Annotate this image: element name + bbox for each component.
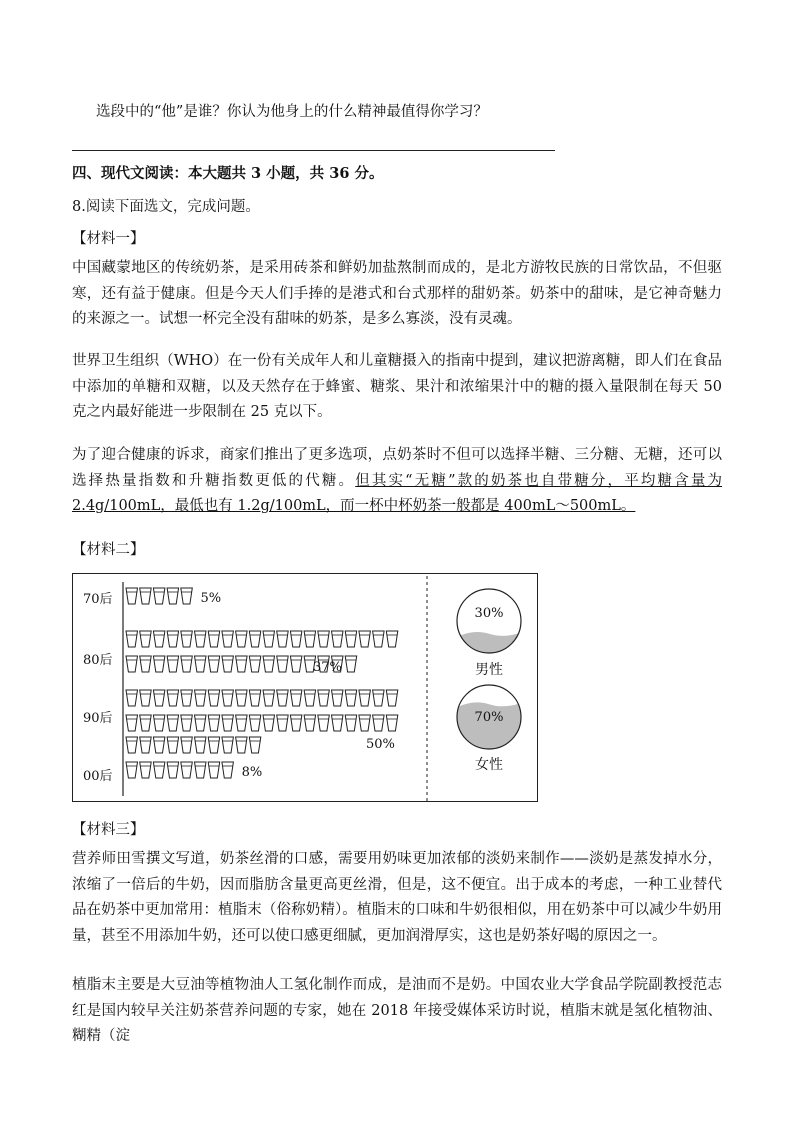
consumer-chart-svg xyxy=(73,574,539,803)
milk-tea-cup-icon xyxy=(345,690,357,706)
milk-tea-cup-icon xyxy=(153,631,165,647)
milk-tea-cup-icon xyxy=(249,737,260,753)
milk-tea-cup-icon xyxy=(181,631,193,647)
age-group-label: 90后 xyxy=(83,711,113,726)
milk-tea-cup-icon xyxy=(290,690,302,706)
gender-percent-label: 70% xyxy=(474,710,504,725)
milk-tea-cup-icon xyxy=(332,631,344,647)
gender-fill-level xyxy=(455,632,523,655)
section-title: 四、现代文阅读：本大题共 3 小题，共 36 分。 xyxy=(72,165,384,182)
milk-tea-cup-icon xyxy=(153,715,165,731)
milk-tea-cup-icon xyxy=(153,588,165,604)
milk-tea-cup-icon xyxy=(181,737,193,753)
milk-tea-cup-icon xyxy=(290,656,302,672)
milk-tea-cup-icon xyxy=(373,715,385,731)
milk-tea-cup-icon xyxy=(208,690,220,706)
gender-percent-label: 30% xyxy=(474,606,504,621)
milk-tea-cup-icon xyxy=(345,656,357,672)
milk-tea-cup-icon xyxy=(263,631,275,647)
gender-chart xyxy=(455,589,523,773)
milk-tea-cup-icon xyxy=(181,588,193,604)
milk-tea-cup-icon xyxy=(153,737,165,753)
milk-tea-cup-icon xyxy=(304,631,316,647)
milk-tea-cup-icon xyxy=(236,690,248,706)
question-8: 8.阅读下面选文，完成问题。 xyxy=(72,199,260,215)
milk-tea-cup-icon xyxy=(181,656,193,672)
milk-tea-cup-icon xyxy=(318,631,330,647)
material3-paragraph-1: 营养师田雪撰文写道，奶茶丝滑的口感，需要用奶味更加浓郁的淡奶来制作——淡奶是蒸发掉水分，浓缩了一倍后的牛奶，因而脂肪含量更高更丝滑，但是，这不便宜。出于成本的考虑，一种工业替代品在奶茶中更加常用：植脂末（俗称奶精）。植脂末的口味和牛奶很相似，用在奶茶中可以减少牛奶用量，甚至不用添加牛奶，还可以使口感更细腻，更加润滑厚实，这也是奶茶好喝的原因之一。 xyxy=(72,851,722,944)
milk-tea-cup-icon xyxy=(373,631,385,647)
milk-tea-cup-icon xyxy=(195,656,207,672)
milk-tea-cup-icon xyxy=(318,690,330,706)
milk-tea-cup-icon xyxy=(236,715,248,731)
milk-tea-cup-icon xyxy=(222,715,234,731)
milk-tea-cup-icon xyxy=(386,690,398,706)
milk-tea-cup-icon xyxy=(222,631,234,647)
gender-label: 男性 xyxy=(475,662,503,678)
milk-tea-cup-icon xyxy=(181,762,193,778)
milk-tea-cup-icon xyxy=(222,762,234,778)
milk-tea-cup-icon xyxy=(195,631,207,647)
milk-tea-cup-icon xyxy=(195,762,207,778)
milk-tea-cup-icon xyxy=(359,715,371,731)
milk-tea-cup-icon xyxy=(277,631,289,647)
milk-tea-cup-icon xyxy=(167,631,179,647)
milk-tea-cup-icon xyxy=(126,588,138,604)
milk-tea-cup-icon xyxy=(304,715,316,731)
material1-paragraph-1: 中国藏蒙地区的传统奶茶，是采用砖茶和鲜奶加盐熬制而成的，是北方游牧民族的日常饮品，不但驱寒，还有益于健康。但是今天人们手捧的是港式和台式那样的甜奶茶。奶茶中的甜味，是它神奇魅力的来源之一。试想一杯完全没有甜味的奶茶，是多么寡淡，没有灵魂。 xyxy=(72,260,722,327)
material1-paragraph-2: 世界卫生组织（WHO）在一份有关成年人和儿童糖摄入的指南中提到，建议把游离糖，即人们在食品中添加的单糖和双糖，以及天然存在于蜂蜜、糖浆、果汁和浓缩果汁中的糖的摄入量限制在每天 50 克之内最好能进一步限制在 25 克以下。 xyxy=(72,353,722,420)
milk-tea-cup-icon xyxy=(153,690,165,706)
milk-tea-cup-icon xyxy=(277,656,289,672)
age-group-label: 00后 xyxy=(83,769,113,784)
milk-tea-cup-icon xyxy=(345,715,357,731)
milk-tea-cup-icon xyxy=(153,656,165,672)
material1-heading: 【材料一】 xyxy=(72,231,145,247)
milk-tea-cup-icon xyxy=(277,715,289,731)
milk-tea-cup-icon xyxy=(126,631,138,647)
material1-paragraph-3 xyxy=(72,443,722,520)
milk-tea-cup-icon xyxy=(222,737,234,753)
milk-tea-cup-icon xyxy=(304,690,316,706)
milk-tea-cup-icon xyxy=(290,715,302,731)
milk-tea-cup-icon xyxy=(167,588,179,604)
milk-tea-cup-icon xyxy=(181,715,193,731)
milk-tea-cup-icon xyxy=(167,656,179,672)
milk-tea-cup-icon xyxy=(208,656,220,672)
gender-label: 女性 xyxy=(475,757,503,773)
answer-line xyxy=(72,150,555,151)
milk-tea-cup-icon xyxy=(126,715,138,731)
milk-tea-cup-icon xyxy=(140,690,152,706)
age-group-chart xyxy=(83,588,398,784)
milk-tea-cup-icon xyxy=(208,762,220,778)
milk-tea-cup-icon xyxy=(386,631,398,647)
milk-tea-cup-icon xyxy=(345,631,357,647)
age-group-label: 70后 xyxy=(83,592,113,607)
age-group-percent-label: 8% xyxy=(241,765,263,780)
age-group-percent-label: 50% xyxy=(366,737,395,752)
milk-tea-cup-icon xyxy=(195,690,207,706)
milk-tea-cup-icon xyxy=(140,737,152,753)
material2-heading: 【材料二】 xyxy=(72,542,145,558)
milk-tea-cup-icon xyxy=(208,715,220,731)
age-group-percent-label: 5% xyxy=(200,591,222,606)
material1-paragraph-3-underlined: 但其实“无糖”款的奶茶也自带糖分，平均糖含量为 2.4g/100mL，最低也有 1.2g/100mL，而一杯中杯奶茶一般都是 400mL～500mL。 xyxy=(72,472,723,514)
milk-tea-cup-icon xyxy=(195,715,207,731)
milk-tea-cup-icon xyxy=(332,690,344,706)
milk-tea-cup-icon xyxy=(126,762,138,778)
milk-tea-cup-icon xyxy=(195,737,207,753)
material3-paragraph-2: 植脂末主要是大豆油等植物油人工氢化制作而成，是油而不是奶。中国农业大学食品学院副教授范志红是国内较早关注奶茶营养问题的专家，她在 2018 年接受媒体采访时说，植脂末就是氢化植物油、糊精（淀 xyxy=(72,977,722,1044)
milk-tea-cup-icon xyxy=(167,762,179,778)
milk-tea-cup-icon xyxy=(140,656,152,672)
milk-tea-cup-icon xyxy=(249,631,260,647)
milk-tea-cup-icon xyxy=(140,762,152,778)
milk-tea-cup-icon xyxy=(263,715,275,731)
milk-tea-cup-icon xyxy=(386,715,398,731)
milk-tea-cup-icon xyxy=(167,715,179,731)
question-text: 选段中的“他”是谁？你认为他身上的什么精神最值得你学习？ xyxy=(96,104,488,120)
material1-paragraph-3-plain: 为了迎合健康的诉求，商家们推出了更多选项，点奶茶时不但可以选择半糖、三分糖、无糖，还可以选择热量指数和升糖指数更低的代糖。 xyxy=(72,447,722,489)
material3-heading: 【材料三】 xyxy=(72,822,145,838)
milk-tea-cup-icon xyxy=(236,656,248,672)
milk-tea-cup-icon xyxy=(140,715,152,731)
milk-tea-cup-icon xyxy=(140,631,152,647)
milk-tea-cup-icon xyxy=(290,631,302,647)
milk-tea-cup-icon xyxy=(249,656,260,672)
milk-tea-cup-icon xyxy=(222,690,234,706)
milk-tea-cup-icon xyxy=(126,656,138,672)
milk-tea-cup-icon xyxy=(236,631,248,647)
milk-tea-cup-icon xyxy=(167,690,179,706)
milk-tea-consumer-figure xyxy=(72,573,538,802)
milk-tea-cup-icon xyxy=(277,690,289,706)
milk-tea-cup-icon xyxy=(359,631,371,647)
milk-tea-cup-icon xyxy=(263,656,275,672)
milk-tea-cup-icon xyxy=(222,656,234,672)
milk-tea-cup-icon xyxy=(140,588,152,604)
milk-tea-cup-icon xyxy=(318,715,330,731)
milk-tea-cup-icon xyxy=(153,762,165,778)
milk-tea-cup-icon xyxy=(126,737,138,753)
milk-tea-cup-icon xyxy=(236,737,248,753)
milk-tea-cup-icon xyxy=(208,737,220,753)
milk-tea-cup-icon xyxy=(249,715,260,731)
milk-tea-cup-icon xyxy=(126,690,138,706)
milk-tea-cup-icon xyxy=(208,631,220,647)
milk-tea-cup-icon xyxy=(332,715,344,731)
age-group-label: 80后 xyxy=(83,653,113,668)
milk-tea-cup-icon xyxy=(181,690,193,706)
milk-tea-cup-icon xyxy=(167,737,179,753)
age-group-percent-label: 37% xyxy=(313,660,342,675)
milk-tea-cup-icon xyxy=(373,690,385,706)
milk-tea-cup-icon xyxy=(359,690,371,706)
milk-tea-cup-icon xyxy=(263,690,275,706)
milk-tea-cup-icon xyxy=(249,690,260,706)
